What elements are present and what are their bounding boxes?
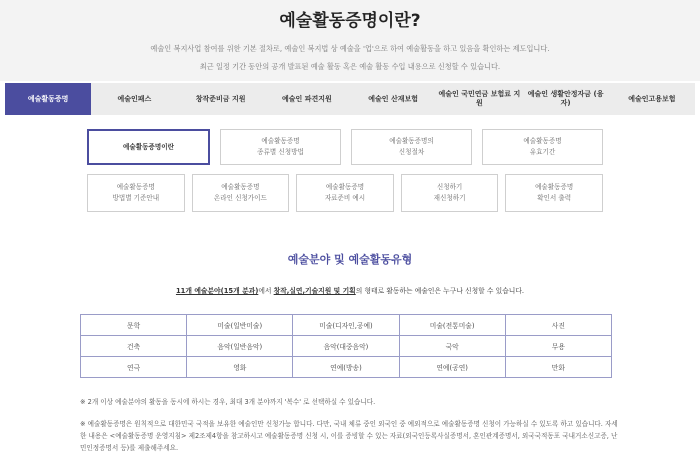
subtab-label: 신청절차 bbox=[398, 148, 425, 156]
subtab-application-by-type[interactable] bbox=[220, 129, 341, 165]
tab-artist-pass[interactable]: 예술인패스 bbox=[117, 94, 152, 103]
intro-text: 의 형태로 활동하는 예술인은 누구나 신청할 수 있습니다. bbox=[355, 287, 525, 295]
table-cell: 연예(공연) bbox=[399, 357, 505, 378]
hero-description-line2: 최근 일정 기간 동안의 공개 발표된 예술 활동 혹은 예술 활동 수입 내용으로 신청할 수 있습니다. bbox=[199, 62, 501, 71]
subtab-label: 예술활동증명 bbox=[221, 183, 260, 191]
section-intro bbox=[0, 285, 700, 295]
table-cell: 미술(전통미술) bbox=[399, 315, 505, 336]
table-cell: 미술(디자인,공예) bbox=[293, 315, 399, 336]
subtab-label: 예술활동증명 bbox=[325, 183, 365, 191]
table-row bbox=[81, 357, 612, 378]
subtab-document-examples[interactable] bbox=[296, 174, 394, 212]
subtab-label: 재신청하기 bbox=[433, 194, 466, 202]
table-row bbox=[81, 336, 612, 357]
subtab-label: 예술활동증명이란 bbox=[123, 142, 174, 151]
intro-art-fields: 11개 예술분야(15개 분과) bbox=[175, 287, 259, 295]
table-cell: 미술(일반미술) bbox=[187, 315, 293, 336]
note-multiple-fields: ※ 2개 이상 예술분야의 활동을 동시에 하시는 경우, 최대 3개 분야까지 '복수' 로 선택하실 수 있습니다. bbox=[80, 398, 376, 406]
subtab-print-certificate[interactable] bbox=[505, 174, 603, 212]
tab-dispatch-support[interactable]: 예술인 파견지원 bbox=[281, 94, 332, 103]
subtab-label: 예술활동증명 bbox=[261, 137, 300, 145]
table-cell: 음악(일반음악) bbox=[187, 336, 293, 357]
hero-banner bbox=[0, 0, 700, 81]
subtab-online-guide[interactable] bbox=[192, 174, 290, 212]
subtab-label: 예술활동증명 bbox=[116, 183, 155, 191]
tab-industrial-insurance[interactable]: 예술인 산재보험 bbox=[368, 94, 419, 103]
subtab-application-procedure[interactable] bbox=[351, 129, 472, 165]
art-fields-table bbox=[80, 314, 612, 378]
table-cell: 문학 bbox=[81, 315, 187, 336]
hero-description-line1: 예술인 복지사업 참여를 위한 기본 절차로, 예술인 복지법 상 예술을 '업'으로 하여 예술활동을 하고 있음을 확인하는 제도입니다. bbox=[150, 44, 550, 53]
tab-creative-fund[interactable]: 창작준비금 지원 bbox=[195, 94, 246, 103]
table-cell: 만화 bbox=[505, 357, 611, 378]
tab-employment-insurance[interactable]: 예술인고용보험 bbox=[628, 94, 676, 103]
subtab-label: 예술활동증명의 bbox=[389, 137, 434, 145]
table-cell: 연극 bbox=[81, 357, 187, 378]
main-tab-bar bbox=[5, 83, 695, 115]
table-cell: 영화 bbox=[187, 357, 293, 378]
subtab-label: 방법별 기준안내 bbox=[112, 194, 160, 202]
tab-art-activity-certification[interactable]: 예술활동증명 bbox=[5, 83, 91, 115]
subtab-validity-period[interactable] bbox=[482, 129, 603, 165]
section-title: 예술분야 및 예술활동유형 bbox=[287, 253, 413, 266]
subtab-label: 신청하기 bbox=[436, 183, 463, 191]
tab-pension-support[interactable]: 예술인 국민연금 보험료 지원 bbox=[438, 90, 521, 107]
table-cell: 연예(방송) bbox=[293, 357, 399, 378]
subtab-label: 예술활동증명 bbox=[535, 183, 574, 191]
note-foreigner-eligibility: ※ 예술활동증명은 원칙적으로 대한민국 국적을 보유한 예술인만 신청가능 합니다. 다만, 국내 체류 중인 외국인 중 예외적으로 예술활동증명 신청이 가능하실 수 있도록 하고 있습니다. 자세한 내용은 <예술활동증명 운영지침> 제2조제4항을 참고하시고 예술활동증명 신청 시, 이를 증빙할 수 있는 자료(외국인등록사실증명서, 혼인관계증명서, 외국국적동포 국내거소신고증, 난민인정증명서 등)를 제출해주세요. bbox=[80, 420, 618, 452]
table-cell: 국악 bbox=[399, 336, 505, 357]
subtab-label: 확인서 출력 bbox=[537, 194, 572, 202]
subtab-label: 종류별 신청방법 bbox=[257, 148, 304, 156]
subtab-label: 예술활동증명 bbox=[523, 137, 562, 145]
table-cell: 사진 bbox=[505, 315, 611, 336]
subtab-label: 자료준비 예시 bbox=[324, 194, 366, 202]
subtab-label: 온라인 신청가이드 bbox=[213, 194, 267, 202]
table-cell: 음악(대중음악) bbox=[293, 336, 399, 357]
table-cell: 무용 bbox=[505, 336, 611, 357]
intro-text: 에서 bbox=[258, 287, 274, 295]
table-cell: 건축 bbox=[81, 336, 187, 357]
table-row bbox=[81, 315, 612, 336]
sub-tab-row-1 bbox=[87, 129, 603, 165]
page-title: 예술활동증명이란? bbox=[279, 11, 421, 31]
subtab-label: 유효기간 bbox=[529, 148, 556, 156]
subtab-what-is-certification[interactable] bbox=[87, 129, 210, 165]
subtab-criteria-by-method[interactable] bbox=[87, 174, 185, 212]
tab-living-stability-loan[interactable]: 예술인 생활안정자금 (융자) bbox=[527, 90, 604, 107]
intro-activity-types: 창작,실연,기술지원 및 기획 bbox=[273, 287, 356, 295]
sub-tab-row-2 bbox=[87, 174, 603, 212]
subtab-apply-reapply[interactable] bbox=[401, 174, 499, 212]
